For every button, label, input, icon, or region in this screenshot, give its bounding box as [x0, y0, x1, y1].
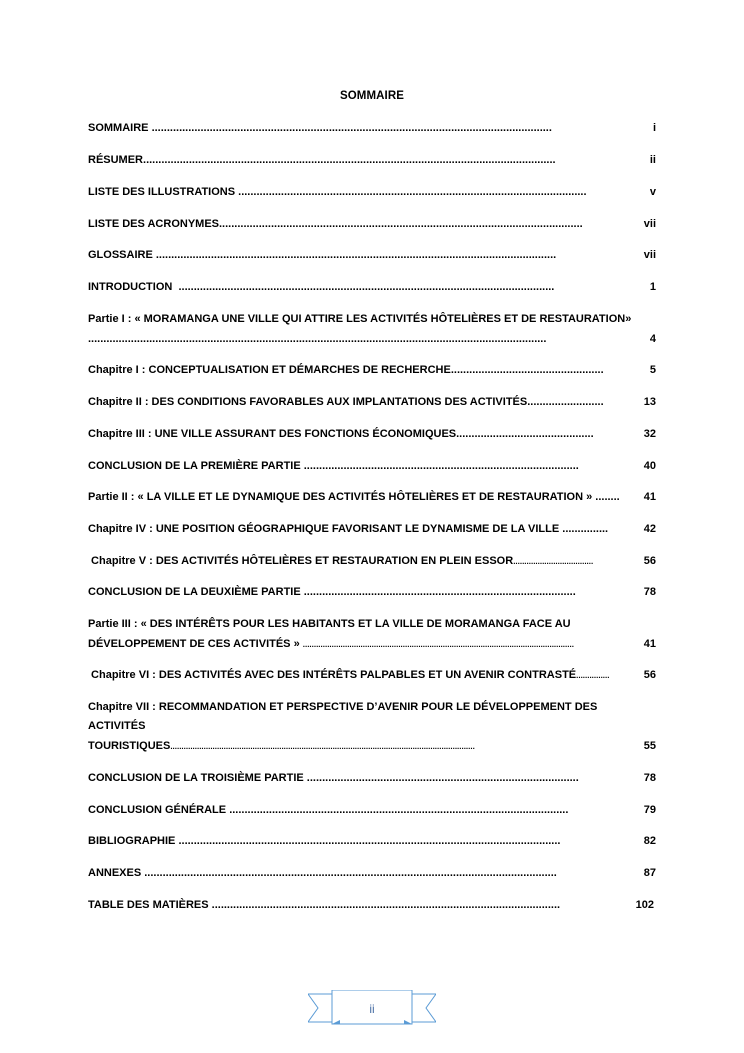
toc-entry-chapitre-7-title[interactable] [88, 698, 656, 717]
toc-leader-dots: ....................................................................................................................................... [144, 867, 557, 879]
toc-page-number: 4 [649, 330, 656, 349]
toc-entry-bibliographie[interactable] [88, 832, 656, 851]
toc-page-number: vii [643, 246, 656, 265]
toc-entry-chapitre-6[interactable] [88, 666, 656, 685]
toc-entry-label: ANNEXES [88, 867, 145, 879]
toc-entry-resumer[interactable] [88, 151, 656, 170]
toc-leader-dots: ................................................................................................................................... [155, 249, 557, 261]
toc-leader-dots: ................................................................................................................................... [151, 122, 552, 134]
toc-page-number: 56 [643, 552, 656, 571]
toc-entry-label-line2: DÉVELOPPEMENT DE CES ACTIVITÉS » [88, 638, 303, 650]
toc-page-number: 79 [643, 801, 656, 820]
toc-page-number: 1 [649, 278, 656, 297]
toc-entry-label: Chapitre III : UNE VILLE ASSURANT DES FONCTIONS ÉCONOMIQUES [88, 428, 457, 440]
toc-entry-partie-2[interactable] [88, 488, 656, 507]
toc-entry-label: CONCLUSION GÉNÉRALE [88, 804, 230, 816]
toc-page-number: 78 [643, 769, 656, 788]
toc-page-number: 13 [643, 393, 656, 412]
toc-entry-conclusion-2[interactable] [88, 583, 656, 602]
toc-page-number: 5 [649, 361, 656, 380]
toc-entry-label: Chapitre V : DES ACTIVITÉS HÔTELIÈRES ET RESTAURATION EN PLEIN ESSOR [88, 555, 514, 567]
toc-entry-label: Chapitre VII : RECOMMANDATION ET PERSPECTIVE D’AVENIR POUR LE DÉVELOPPEMENT DES [88, 701, 598, 713]
toc-entry-partie-1-leader[interactable] [88, 330, 656, 349]
toc-entry-label: Partie III : « DES INTÉRÊTS POUR LES HABITANTS ET LA VILLE DE MORAMANGA FACE AU [88, 618, 571, 630]
toc-page-number: 41 [643, 635, 656, 654]
toc-entry-label: TABLE DES MATIÈRES [88, 899, 212, 911]
toc-leader-dots: ...................................................................................................................................................... [88, 333, 547, 345]
toc-entry-chapitre-2[interactable] [88, 393, 656, 412]
toc-leader-dots: ......................... [527, 396, 604, 408]
toc-leader-dots: ....................................................................................................................... [219, 218, 583, 230]
toc-entry-chapitre-5[interactable] [88, 552, 656, 571]
toc-leader-dots: ........ [595, 491, 620, 503]
toc-entry-illustrations[interactable] [88, 183, 656, 202]
toc-page-number: 78 [643, 583, 656, 602]
toc-entry-conclusion-3[interactable] [88, 769, 656, 788]
toc-page-number: 55 [643, 737, 656, 756]
toc-page-number: 41 [643, 488, 656, 507]
toc-entry-acronymes[interactable] [88, 215, 656, 234]
toc-leader-dots: ......................................................................................... [303, 586, 576, 598]
toc-entry-chapitre-7-line3[interactable] [88, 737, 656, 756]
toc-entry-label: Chapitre II : DES CONDITIONS FAVORABLES AUX IMPLANTATIONS DES ACTIVITÉS [88, 396, 528, 408]
toc-page-number: v [649, 183, 656, 202]
toc-entry-label: Partie I : « MORAMANGA UNE VILLE QUI ATTIRE LES ACTIVITÉS HÔTELIÈRES ET DE RESTAURATION» [88, 313, 632, 325]
toc-leader-dots: ....................................................................................................................................... [143, 154, 556, 166]
toc-leader-dots: ........................................................................................................................... [178, 281, 555, 293]
toc-leader-dots: .................................................. [450, 364, 604, 376]
toc-entry-glossaire[interactable] [88, 246, 656, 265]
toc-leader-dots: ............................................................................................................... [229, 804, 569, 816]
toc-leader-dots: ......................................................................................... [306, 772, 579, 784]
toc-entry-partie-3-line2[interactable] [88, 635, 656, 654]
toc-entry-sommaire[interactable] [88, 119, 656, 138]
toc-entry-label-line3: TOURISTIQUES [88, 740, 171, 752]
toc-leader-dots: .......................................................................................... [303, 460, 579, 472]
toc-entry-label-line2: ACTIVITÉS [88, 720, 146, 732]
toc-page-number: 42 [643, 520, 656, 539]
toc-leader-dots: ............................................................................................................................. [178, 835, 561, 847]
toc-leader-dots: .................................................................................................................. [238, 186, 587, 198]
toc-entry-conclusion-1[interactable] [88, 457, 656, 476]
toc-entry-label: RÉSUMER [88, 154, 144, 166]
toc-entry-chapitre-1[interactable] [88, 361, 656, 380]
toc-leader-dots: ......................................................................................................................................... [170, 742, 475, 751]
toc-entry-label: CONCLUSION DE LA DEUXIÈME PARTIE [88, 586, 304, 598]
toc-entry-label: BIBLIOGRAPHIE [88, 835, 179, 847]
toc-entry-conclusion-generale[interactable] [88, 801, 656, 820]
toc-entry-label: GLOSSAIRE [88, 249, 156, 261]
toc-leader-dots: .......................................................................................................................... [302, 640, 574, 649]
toc-entry-label: LISTE DES ILLUSTRATIONS [88, 186, 239, 198]
toc-page-number: i [652, 119, 656, 138]
toc-page-number: 32 [643, 425, 656, 444]
toc-leader-dots: ............... [562, 523, 609, 535]
toc-entry-label: CONCLUSION DE LA TROISIÈME PARTIE [88, 772, 307, 784]
toc-leader-dots: .................................... [513, 557, 594, 566]
toc-page-number: 56 [643, 666, 656, 685]
toc-entry-label: SOMMAIRE [88, 122, 152, 134]
toc-entry-label: LISTE DES ACRONYMES [88, 218, 219, 230]
toc-page-number: 87 [643, 864, 656, 883]
toc-leader-dots: ............................................. [456, 428, 594, 440]
toc-entry-label: Partie II : « LA VILLE ET LE DYNAMIQUE DES ACTIVITÉS HÔTELIÈRES ET DE RESTAURATION » [88, 491, 596, 503]
toc-entry-label: CONCLUSION DE LA PREMIÈRE PARTIE [88, 460, 304, 472]
toc-page-number: vii [643, 215, 656, 234]
toc-entry-partie-3-title[interactable] [88, 615, 656, 634]
toc-entry-annexes[interactable] [88, 864, 656, 883]
page-number: ii [369, 1002, 375, 1016]
toc-leader-dots: .................................................................................................................. [211, 899, 561, 911]
toc-leader-dots: ............... [576, 671, 610, 680]
toc-entry-chapitre-3[interactable] [88, 425, 656, 444]
toc-entry-label: INTRODUCTION [88, 281, 179, 293]
toc-entry-label: Chapitre IV : UNE POSITION GÉOGRAPHIQUE FAVORISANT LE DYNAMISME DE LA VILLE [88, 523, 563, 535]
toc-page-number: 40 [643, 457, 656, 476]
toc-entry-chapitre-4[interactable] [88, 520, 656, 539]
toc-entry-table-des-matieres[interactable] [88, 896, 654, 915]
page-title: SOMMAIRE [339, 90, 405, 102]
toc-page-number: 82 [643, 832, 656, 851]
toc-entry-chapitre-7-line2[interactable] [88, 717, 656, 736]
toc-entry-partie-1-title[interactable] [88, 310, 656, 329]
toc-page-number: ii [649, 151, 656, 170]
toc-page-number: 102 [635, 896, 654, 915]
toc-entry-label: Chapitre VI : DES ACTIVITÉS AVEC DES INTÉRÊTS PALPABLES ET UN AVENIR CONTRASTÉ [88, 669, 577, 681]
toc-entry-introduction[interactable] [88, 278, 656, 297]
toc-entry-label: Chapitre I : CONCEPTUALISATION ET DÉMARCHES DE RECHERCHE [88, 364, 451, 376]
